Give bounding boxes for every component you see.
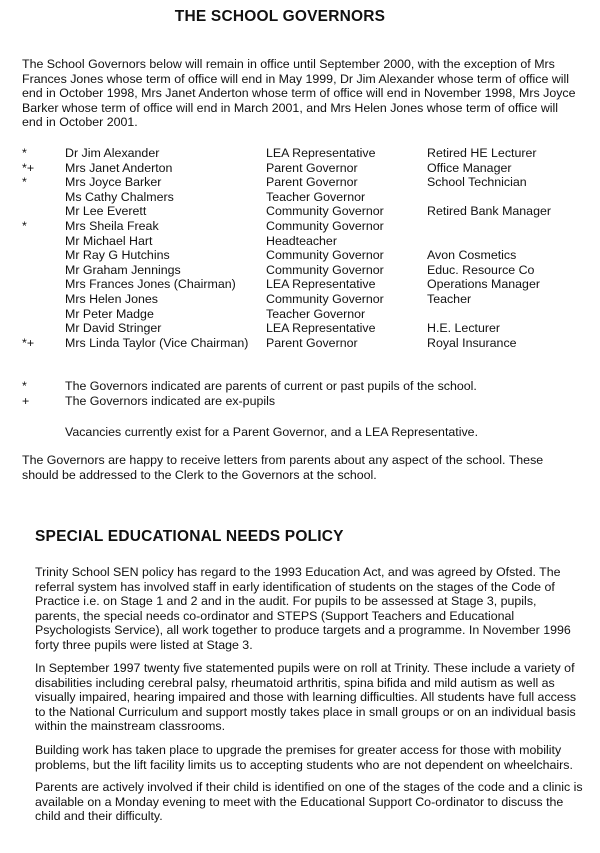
governor-occupation: H.E. Lecturer: [427, 321, 500, 336]
note-symbol: *: [22, 379, 27, 393]
governor-row: [22, 307, 577, 322]
governor-name: Mrs Helen Jones: [65, 291, 158, 306]
governors-heading: THE SCHOOL GOVERNORS: [174, 8, 386, 25]
governor-role: Community Governor: [266, 204, 384, 219]
governor-name: Mrs Linda Taylor (Vice Chairman): [65, 335, 249, 350]
governor-occupation: Avon Cosmetics: [427, 248, 517, 263]
governor-row: [22, 234, 577, 249]
vacancies-statement: Vacancies currently exist for a Parent Governor, and a LEA Representative.: [65, 425, 479, 439]
governor-row: [22, 321, 577, 336]
governor-row: [22, 292, 577, 307]
governor-occupation: [427, 307, 577, 322]
governor-occupation: School Technician: [427, 175, 527, 190]
governor-occupation: [427, 234, 577, 249]
governors-intro-paragraph: The School Governors below will remain in office until September 2000, with the exception of Mrs Frances Jones whose term of office will end in May 1999, Dr Jim Alexander whose term of office will end in October 1998, Mrs Janet Anderton whose term of office will end in November 1998, Mrs Joyce Barker whose term of office will end in March 2001, and Mrs Helen Jones whose term of office will end in October 2001.: [22, 57, 576, 130]
note-ex-pupils: [22, 394, 477, 409]
governors-notes: [22, 379, 477, 408]
governor-name: Mr Ray G Hutchins: [65, 248, 170, 263]
governor-role: Parent Governor: [266, 335, 358, 350]
note-text: The Governors indicated are parents of current or past pupils of the school.: [65, 379, 477, 393]
governor-occupation: Teacher: [427, 291, 472, 306]
governor-mark: [22, 234, 65, 249]
governor-role: LEA Representative: [266, 321, 376, 336]
governor-name: Mr Graham Jennings: [65, 262, 181, 277]
governor-mark: [22, 321, 65, 336]
governor-occupation: Retired Bank Manager: [427, 204, 551, 219]
sen-paragraph-parents: Parents are actively involved if their child is identified on one of the stages of the code and a clinic is available on a Monday evening to meet with the Educational Support Co-ordinator to discuss the child and their difficulty.: [35, 780, 583, 824]
sen-paragraph-building: Building work has taken place to upgrade the premises for greater access for those with mobility problems, but the lift facility limits us to accepting students who are not dependent on wheelchairs.: [35, 743, 573, 772]
governor-mark: *+: [22, 160, 35, 175]
governor-role: Community Governor: [266, 291, 384, 306]
governor-role: Teacher Governor: [266, 189, 366, 204]
governor-name: Mr David Stringer: [65, 321, 162, 336]
governor-mark: [22, 277, 65, 292]
governor-mark: [22, 190, 65, 205]
governor-role: Community Governor: [266, 248, 384, 263]
governor-role: Community Governor: [266, 262, 384, 277]
governors-table: [22, 146, 577, 350]
governor-mark: [22, 263, 65, 278]
governor-occupation: Royal Insurance: [427, 335, 517, 350]
sen-heading: SPECIAL EDUCATIONAL NEEDS POLICY: [35, 528, 344, 545]
governor-row: [22, 263, 577, 278]
governor-role: LEA Representative: [266, 277, 376, 292]
governor-occupation: Operations Manager: [427, 277, 540, 292]
governor-name: Ms Cathy Chalmers: [65, 189, 174, 204]
governor-role: Headteacher: [266, 233, 337, 248]
governor-role: Community Governor: [266, 218, 384, 233]
governor-row: [22, 161, 577, 176]
governor-mark: [22, 307, 65, 322]
governor-occupation: Retired HE Lecturer: [427, 146, 537, 160]
governor-row: [22, 336, 577, 351]
governor-name: Mrs Sheila Freak: [65, 218, 159, 233]
governor-role: Parent Governor: [266, 175, 358, 190]
note-symbol: +: [22, 393, 30, 408]
governor-name: Mr Lee Everett: [65, 204, 147, 219]
sen-paragraph-referral: Trinity School SEN policy has regard to the 1993 Education Act, and was agreed by Ofsted. The referral system has involved staff in early identification of students on the stages of the Code of Practice i.e. on Stage 1 and 2 and in the audit. For pupils to be assessed at Stage 3, pupils, parents, the special needs co-ordinator and STEPS (Support Teachers and Educational Psychologists Service), all work together to produce targets and a programme. In November 1996 forty three pupils were listed at Stage 3.: [35, 565, 571, 652]
governor-occupation: [427, 190, 577, 205]
governor-row: [22, 175, 577, 190]
governor-mark: *: [22, 175, 27, 190]
governor-role: Parent Governor: [266, 160, 358, 175]
governor-name: Mr Michael Hart: [65, 233, 153, 248]
governor-occupation: Educ. Resource Co: [427, 262, 535, 277]
governor-mark: *: [22, 146, 27, 160]
governor-row: [22, 146, 577, 161]
governor-name: Mrs Janet Anderton: [65, 160, 173, 175]
note-text: The Governors indicated are ex-pupils: [65, 393, 276, 408]
governor-mark: [22, 248, 65, 263]
sen-paragraph-statemented: In September 1997 twenty five statemented pupils were on roll at Trinity. These include a variety of disabilities including cerebral palsy, rheumatoid arthritis, spina bifida and mild autism as well as visually impaired, hearing impaired and those with learning difficulties. All students have full access to the National Curriculum and support mostly takes place in small groups or on an individual basis within the mainstream classrooms.: [35, 661, 577, 734]
governor-mark: [22, 204, 65, 219]
governor-row: [22, 204, 577, 219]
governor-mark: *+: [22, 335, 35, 350]
governor-role: Teacher Governor: [266, 306, 366, 321]
note-parents: [22, 379, 477, 394]
governor-row: [22, 248, 577, 263]
governor-occupation: [427, 219, 577, 234]
governor-row: [22, 190, 577, 205]
governor-mark: [22, 292, 65, 307]
governor-occupation: Office Manager: [427, 160, 512, 175]
governor-row: [22, 219, 577, 234]
governor-role: LEA Representative: [266, 146, 376, 160]
governor-row: [22, 277, 577, 292]
governor-mark: *: [22, 218, 27, 233]
governor-name: Mrs Joyce Barker: [65, 175, 162, 190]
governor-name: Mr Peter Madge: [65, 306, 154, 321]
governor-name: Mrs Frances Jones (Chairman): [65, 277, 236, 292]
governor-name: Dr Jim Alexander: [65, 146, 160, 160]
letters-paragraph: The Governors are happy to receive letters from parents about any aspect of the school. These should be addressed to the Clerk to the Governors at the school.: [22, 453, 544, 482]
